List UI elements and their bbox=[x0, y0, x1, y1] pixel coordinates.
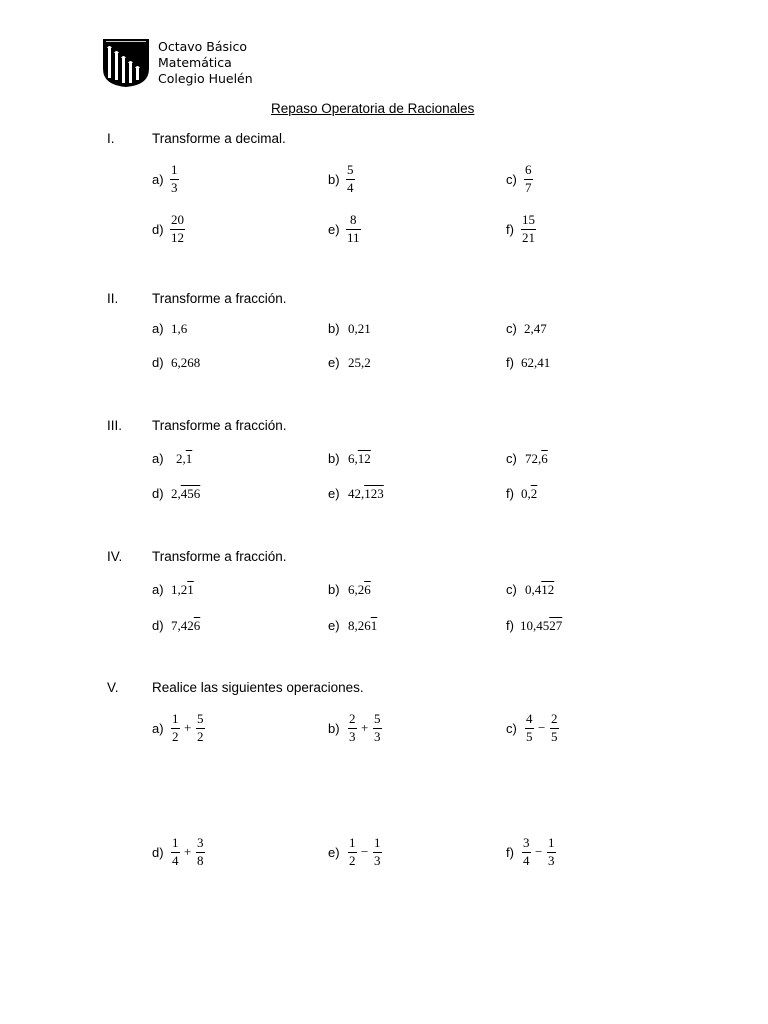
fraction: 1 2 bbox=[349, 835, 356, 868]
header-school: Colegio Huelén bbox=[158, 71, 253, 86]
decimal-value: 1,6 bbox=[171, 321, 188, 336]
fraction: 3 4 bbox=[523, 835, 530, 868]
periodic-decimal: 10,4527 bbox=[520, 618, 563, 633]
item-label: f) bbox=[506, 222, 514, 237]
repeating-digits: 6 bbox=[541, 451, 548, 466]
item-label: a) bbox=[152, 582, 164, 597]
item-label: d) bbox=[152, 486, 164, 501]
repeating-digits: 6 bbox=[364, 582, 371, 597]
item-label: c) bbox=[506, 321, 517, 336]
item-label: f) bbox=[506, 486, 514, 501]
fraction: 3 8 bbox=[197, 835, 204, 868]
section-number: IV. bbox=[107, 549, 123, 564]
fraction: 1 3 bbox=[548, 835, 555, 868]
item-label: b) bbox=[328, 582, 340, 597]
item-label: b) bbox=[328, 451, 340, 466]
decimal-value: 6,268 bbox=[171, 355, 201, 370]
item-label: d) bbox=[152, 355, 164, 370]
fraction: 5 3 bbox=[374, 711, 381, 744]
fraction: 15 21 bbox=[522, 212, 535, 245]
periodic-decimal: 7,426 bbox=[171, 618, 201, 633]
school-logo bbox=[103, 39, 149, 87]
item-label: e) bbox=[328, 355, 340, 370]
fraction: 4 5 bbox=[526, 711, 533, 744]
decimal-value: 25,2 bbox=[348, 355, 371, 370]
fraction: 5 4 bbox=[347, 162, 354, 195]
section-heading: Transforme a fracción. bbox=[152, 549, 287, 564]
fraction: 1 2 bbox=[172, 711, 179, 744]
periodic-decimal: 2,456 bbox=[171, 486, 201, 501]
item-label: a) bbox=[152, 172, 164, 187]
section-number: I. bbox=[107, 131, 115, 146]
fraction: 2 3 bbox=[349, 711, 356, 744]
repeating-digits: 6 bbox=[193, 618, 201, 633]
fraction: 1 4 bbox=[172, 835, 179, 868]
item-label: b) bbox=[328, 321, 340, 336]
decimal-value: 0,21 bbox=[348, 321, 371, 336]
periodic-decimal: 8,261 bbox=[348, 618, 378, 633]
fraction: 1 3 bbox=[374, 835, 381, 868]
item-label: c) bbox=[506, 582, 517, 597]
periodic-decimal: 1,21 bbox=[171, 582, 194, 597]
fraction: 8 11 bbox=[347, 212, 360, 245]
operator: − bbox=[361, 844, 369, 859]
section-heading: Transforme a fracción. bbox=[152, 418, 287, 433]
repeating-digits: 12 bbox=[541, 582, 555, 597]
periodic-decimal: 0,412 bbox=[525, 582, 555, 597]
header-course: Octavo Básico bbox=[158, 39, 248, 54]
fraction: 20 12 bbox=[171, 212, 184, 245]
item-label: d) bbox=[152, 222, 164, 237]
item-label: e) bbox=[328, 222, 340, 237]
item-label: a) bbox=[152, 721, 164, 736]
item-label: c) bbox=[506, 721, 517, 736]
page-title: Repaso Operatoria de Racionales bbox=[271, 101, 475, 116]
item-label: c) bbox=[506, 451, 517, 466]
repeating-digits: 1 bbox=[185, 451, 193, 466]
item-label: e) bbox=[328, 486, 340, 501]
periodic-decimal: 2,1 bbox=[176, 451, 193, 466]
item-label: f) bbox=[506, 618, 514, 633]
item-label: d) bbox=[152, 618, 164, 633]
repeating-digits: 12 bbox=[357, 451, 371, 466]
repeating-digits: 123 bbox=[364, 486, 384, 501]
header-block bbox=[158, 39, 253, 87]
repeating-digits: 1 bbox=[187, 582, 194, 597]
fraction: 5 2 bbox=[197, 711, 204, 744]
fraction: 2 5 bbox=[551, 711, 558, 744]
periodic-decimal: 0,2 bbox=[521, 486, 538, 501]
repeating-digits: 27 bbox=[549, 618, 563, 633]
section-number: II. bbox=[107, 291, 119, 306]
item-label: f) bbox=[506, 355, 514, 370]
fraction: 1 3 bbox=[171, 162, 178, 195]
operator: − bbox=[535, 844, 543, 859]
section-heading: Transforme a decimal. bbox=[152, 131, 286, 146]
item-label: b) bbox=[328, 172, 340, 187]
section-number: V. bbox=[107, 680, 119, 695]
item-label: e) bbox=[328, 845, 340, 860]
item-label: e) bbox=[328, 618, 340, 633]
decimal-value: 62,41 bbox=[521, 355, 551, 370]
header-subject: Matemática bbox=[158, 55, 232, 70]
periodic-decimal: 42,123 bbox=[348, 486, 384, 501]
operator: + bbox=[184, 844, 192, 859]
item-label: f) bbox=[506, 845, 514, 860]
periodic-decimal: 6,26 bbox=[348, 582, 371, 597]
section-number: III. bbox=[107, 418, 123, 433]
fraction: 6 7 bbox=[525, 162, 532, 195]
periodic-decimal: 72,6 bbox=[525, 451, 548, 466]
operator: + bbox=[184, 720, 192, 735]
operator: − bbox=[538, 720, 546, 735]
section-heading: Realice las siguientes operaciones. bbox=[152, 680, 364, 695]
item-label: a) bbox=[152, 451, 164, 466]
repeating-digits: 1 bbox=[370, 618, 378, 633]
repeating-digits: 2 bbox=[530, 486, 538, 501]
operator: + bbox=[361, 720, 369, 735]
section-heading: Transforme a fracción. bbox=[152, 291, 287, 306]
periodic-decimal: 6,12 bbox=[348, 451, 371, 466]
decimal-value: 2,47 bbox=[524, 321, 547, 336]
item-label: b) bbox=[328, 721, 340, 736]
repeating-digits: 456 bbox=[180, 486, 201, 501]
item-label: a) bbox=[152, 321, 164, 336]
item-label: c) bbox=[506, 172, 517, 187]
item-label: d) bbox=[152, 845, 164, 860]
